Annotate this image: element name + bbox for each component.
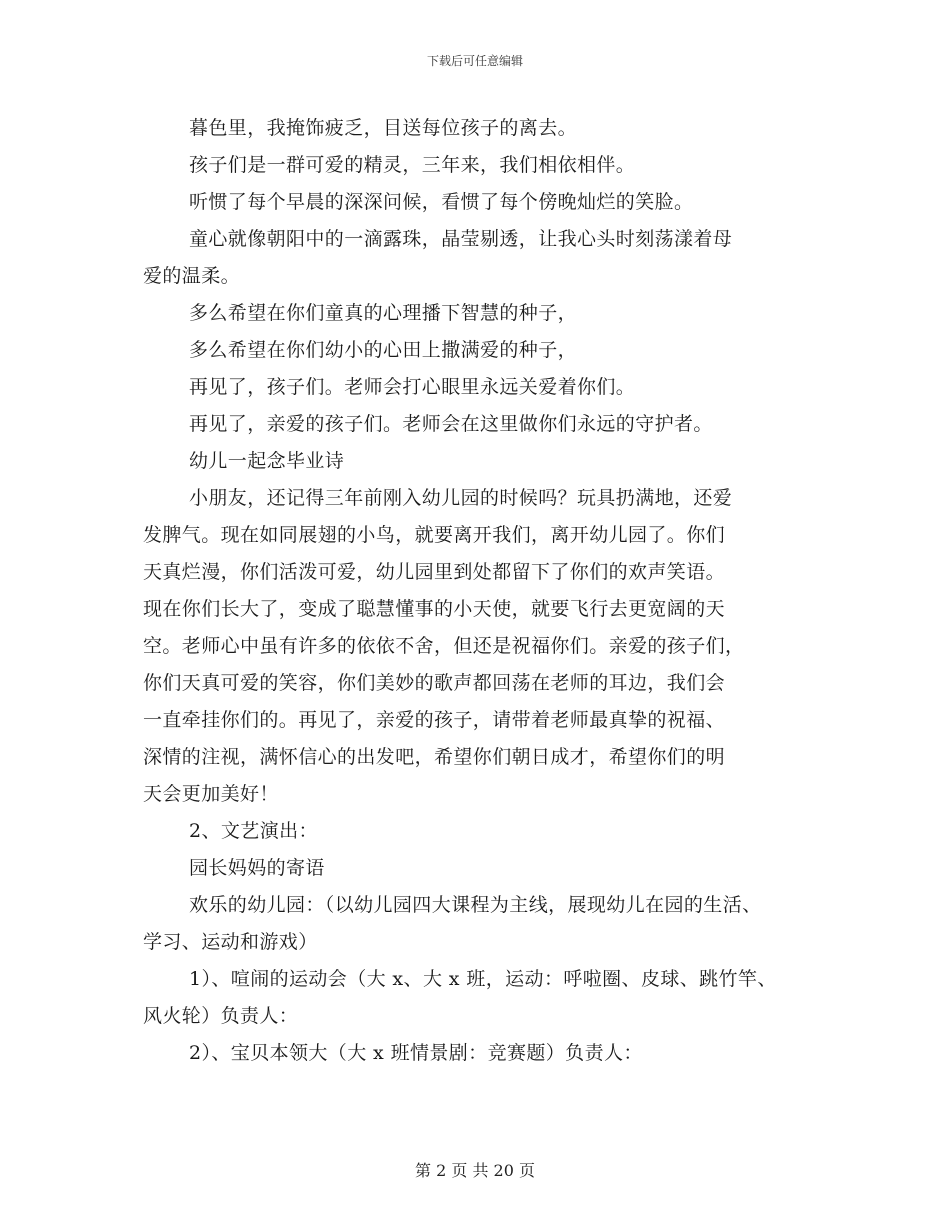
paragraph-line: 发脾气。现在如同展翅的小鸟，就要离开我们，离开幼儿园了。你们	[143, 524, 726, 546]
paragraph-line: 一直牵挂你们的。再见了，亲爱的孩子，请带着老师最真挚的祝福、	[143, 709, 726, 731]
list-item-line: 2）、宝贝本领大（大 x 班情景剧：竞赛题）负责人：	[189, 1042, 643, 1064]
list-item-line: 1）、喧闹的运动会（大 x、大 x 班，运动：呼啦圈、皮球、跳竹竿、	[189, 968, 777, 990]
paragraph-line: 学习、运动和游戏）	[143, 931, 318, 953]
paragraph-line: 深情的注视，满怀信心的出发吧，希望你们朝日成才，希望你们的明	[143, 746, 726, 768]
section-heading: 2、文艺演出：	[189, 820, 318, 842]
page-footer: 第 2 页 共 20 页	[415, 1161, 535, 1180]
section-heading: 幼儿一起念毕业诗	[189, 450, 345, 472]
list-item-line: 风火轮）负责人：	[143, 1005, 299, 1027]
paragraph-line: 再见了，孩子们。老师会打心眼里永远关爱着你们。	[189, 376, 636, 398]
paragraph-line: 天会更加美好！	[143, 783, 279, 805]
paragraph-line: 空。老师心中虽有许多的依依不舍，但还是祝福你们。亲爱的孩子们，	[143, 635, 745, 657]
paragraph-line: 现在你们长大了，变成了聪慧懂事的小天使，就要飞行去更宽阔的天	[143, 598, 726, 620]
paragraph-line: 多么希望在你们幼小的心田上撒满爱的种子，	[189, 339, 578, 361]
paragraph-line: 小朋友，还记得三年前刚入幼儿园的时候吗？玩具扔满地，还爱	[189, 487, 733, 509]
page-header: 下载后可任意编辑	[426, 54, 523, 68]
section-heading: 园长妈妈的寄语	[189, 857, 325, 879]
paragraph-line: 童心就像朝阳中的一滴露珠，晶莹剔透，让我心头时刻荡漾着母	[189, 228, 733, 250]
paragraph-line: 多么希望在你们童真的心理播下智慧的种子，	[189, 302, 578, 324]
paragraph-line: 听惯了每个早晨的深深问候，看惯了每个傍晚灿烂的笑脸。	[189, 191, 694, 213]
paragraph-line: 孩子们是一群可爱的精灵，三年来，我们相依相伴。	[189, 154, 636, 176]
paragraph-line: 爱的温柔。	[143, 265, 241, 287]
paragraph-line: 暮色里，我掩饰疲乏，目送每位孩子的离去。	[189, 117, 578, 139]
paragraph-line: 你们天真可爱的笑容，你们美妙的歌声都回荡在老师的耳边，我们会	[143, 672, 726, 694]
document-body	[143, 110, 823, 1072]
paragraph-line: 欢乐的幼儿园：（以幼儿园四大课程为主线，展现幼儿在园的生活、	[189, 894, 762, 916]
paragraph-line: 再见了，亲爱的孩子们。老师会在这里做你们永远的守护者。	[189, 413, 713, 435]
paragraph-line: 天真烂漫，你们活泼可爱，幼儿园里到处都留下了你们的欢声笑语。	[143, 561, 726, 583]
